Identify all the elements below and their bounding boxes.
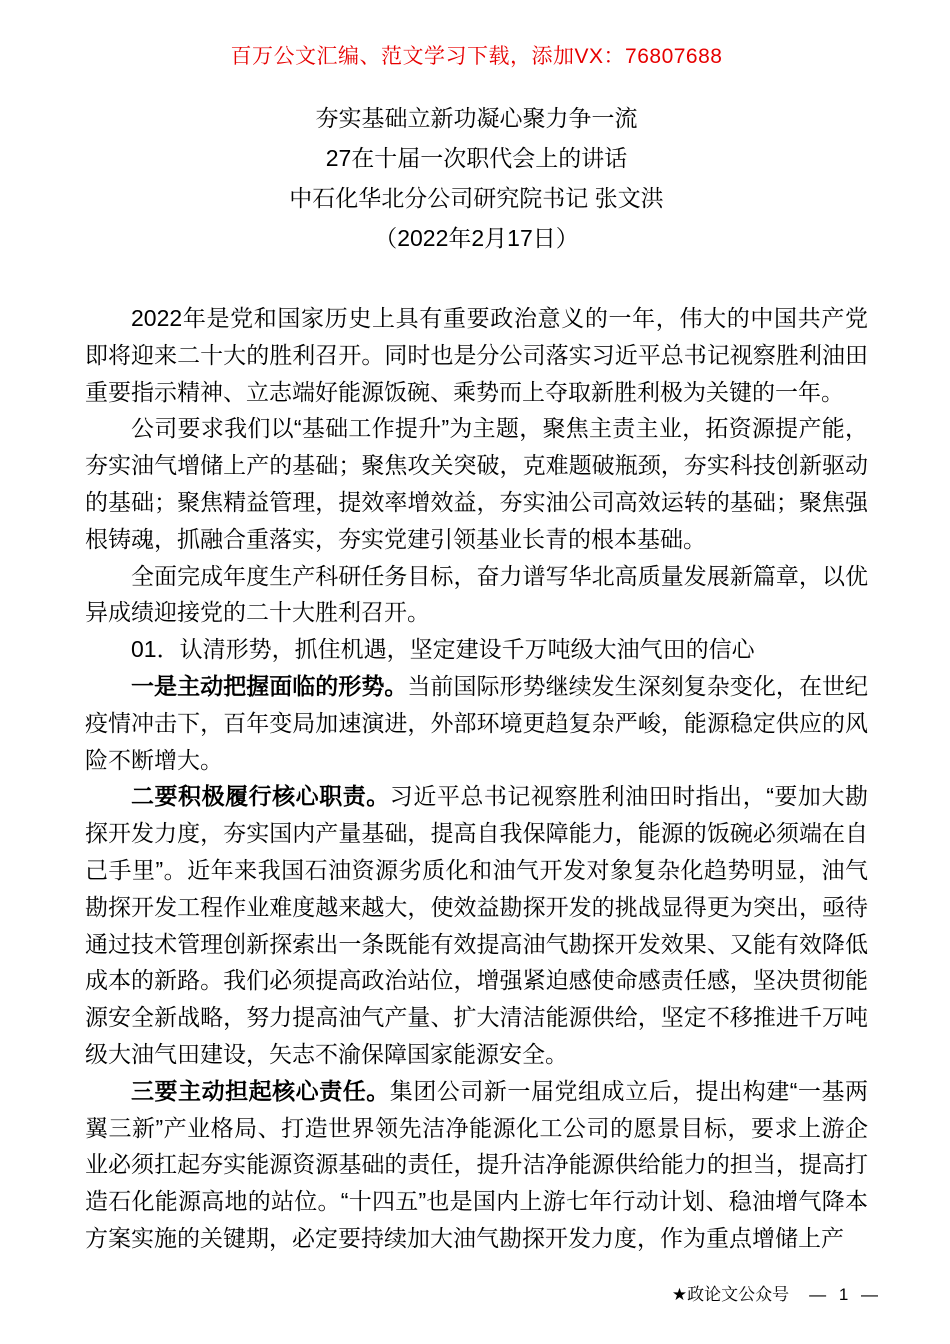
document-author: 中石化华北分公司研究院书记 张文洪 — [289, 185, 664, 211]
section-heading — [85, 631, 868, 668]
document-body — [85, 300, 868, 1257]
paragraph — [85, 1073, 868, 1257]
paragraph-text: 01．认清形势，抓住机遇，坚定建设千万吨级大油气田的信心 — [131, 636, 755, 663]
paragraph-text: 2022年是党和国家历史上具有重要政治意义的一年，伟大的中国共产党即将迎来二十大的胜利召开。同时也是分公司落实习近平总书记视察胜利油田重要指示精神、立志端好能源饭碗、乘势而上夺取新胜利极为关键的一年。 — [85, 305, 868, 405]
document-date: （2022年2月17日） — [374, 225, 579, 251]
page-number: — 1 — — [809, 1285, 882, 1304]
paragraph — [85, 778, 868, 1072]
paragraph-text: 公司要求我们以“基础工作提升”为主题，聚焦主责主业，拓资源提产能，夯实油气增储上产的基础；聚焦攻关突破，克难题破瓶颈，夯实科技创新驱动的基础；聚焦精益管理，提效率增效益，夯实油公司高效运转的基础；聚焦强根铸魂，抓融合重落实，夯实党建引领基业长青的根本基础。 — [85, 415, 868, 552]
paragraph — [85, 410, 868, 557]
paragraph-lead-bold: 三要主动担起核心责任。 — [131, 1077, 390, 1104]
paragraph-text: 习近平总书记视察胜利油田时指出，“要加大勘探开发力度，夯实国内产量基础，提高自我保障能力，能源的饭碗必须端在自己手里”。近年来我国石油资源劣质化和油气开发对象复杂化趋势明显，油气勘探开发工程作业难度越来越大，使效益勘探开发的挑战显得更为突出，亟待通过技术管理创新探索出一条既能有效提高油气勘探开发效果、又能有效降低成本的新路。我们必须提高政治站位，增强紧迫感使命感责任感，坚决贯彻能源安全新战略，努力提高油气产量、扩大清洁能源供给，坚定不移推进千万吨级大油气田建设，矢志不渝保障国家能源安全。 — [85, 783, 868, 1067]
paragraph — [85, 668, 868, 778]
footer-watermark: ★政论文公众号 — [671, 1285, 790, 1304]
paragraph — [85, 558, 868, 632]
paragraph-text: 全面完成年度生产科研任务目标，奋力谱写华北高质量发展新篇章，以优异成绩迎接党的二十大胜利召开。 — [85, 562, 868, 626]
document-subtitle: 27在十届一次职代会上的讲话 — [325, 145, 628, 171]
paragraph — [85, 300, 868, 410]
header-notice: 百万公文汇编、范文学习下载，添加VX：76807688 — [230, 45, 723, 68]
page-footer — [672, 1284, 882, 1306]
paragraph-lead-bold: 二要积极履行核心职责。 — [131, 783, 390, 810]
title-block — [85, 98, 868, 258]
paragraph-text: 集团公司新一届党组成立后，提出构建“一基两翼三新”产业格局、打造世界领先洁净能源化工公司的愿景目标，要求上游企业必须扛起夯实能源资源基础的责任，提升洁净能源供给能力的担当，提高打造石化能源高地的站位。“十四五”也是国内上游七年行动计划、稳油增气降本方案实施的关键期，必定要持续加大油气勘探开发力度，作为重点增储上产 — [85, 1077, 868, 1251]
paragraph-lead-bold: 一是主动把握面临的形势。 — [131, 672, 408, 699]
document-title: 夯实基础立新功凝心聚力争一流 — [315, 105, 638, 131]
paragraph-text: 当前国际形势继续发生深刻复杂变化，在世纪疫情冲击下，百年变局加速演进，外部环境更趋复杂严峻，能源稳定供应的风险不断增大。 — [85, 672, 869, 773]
